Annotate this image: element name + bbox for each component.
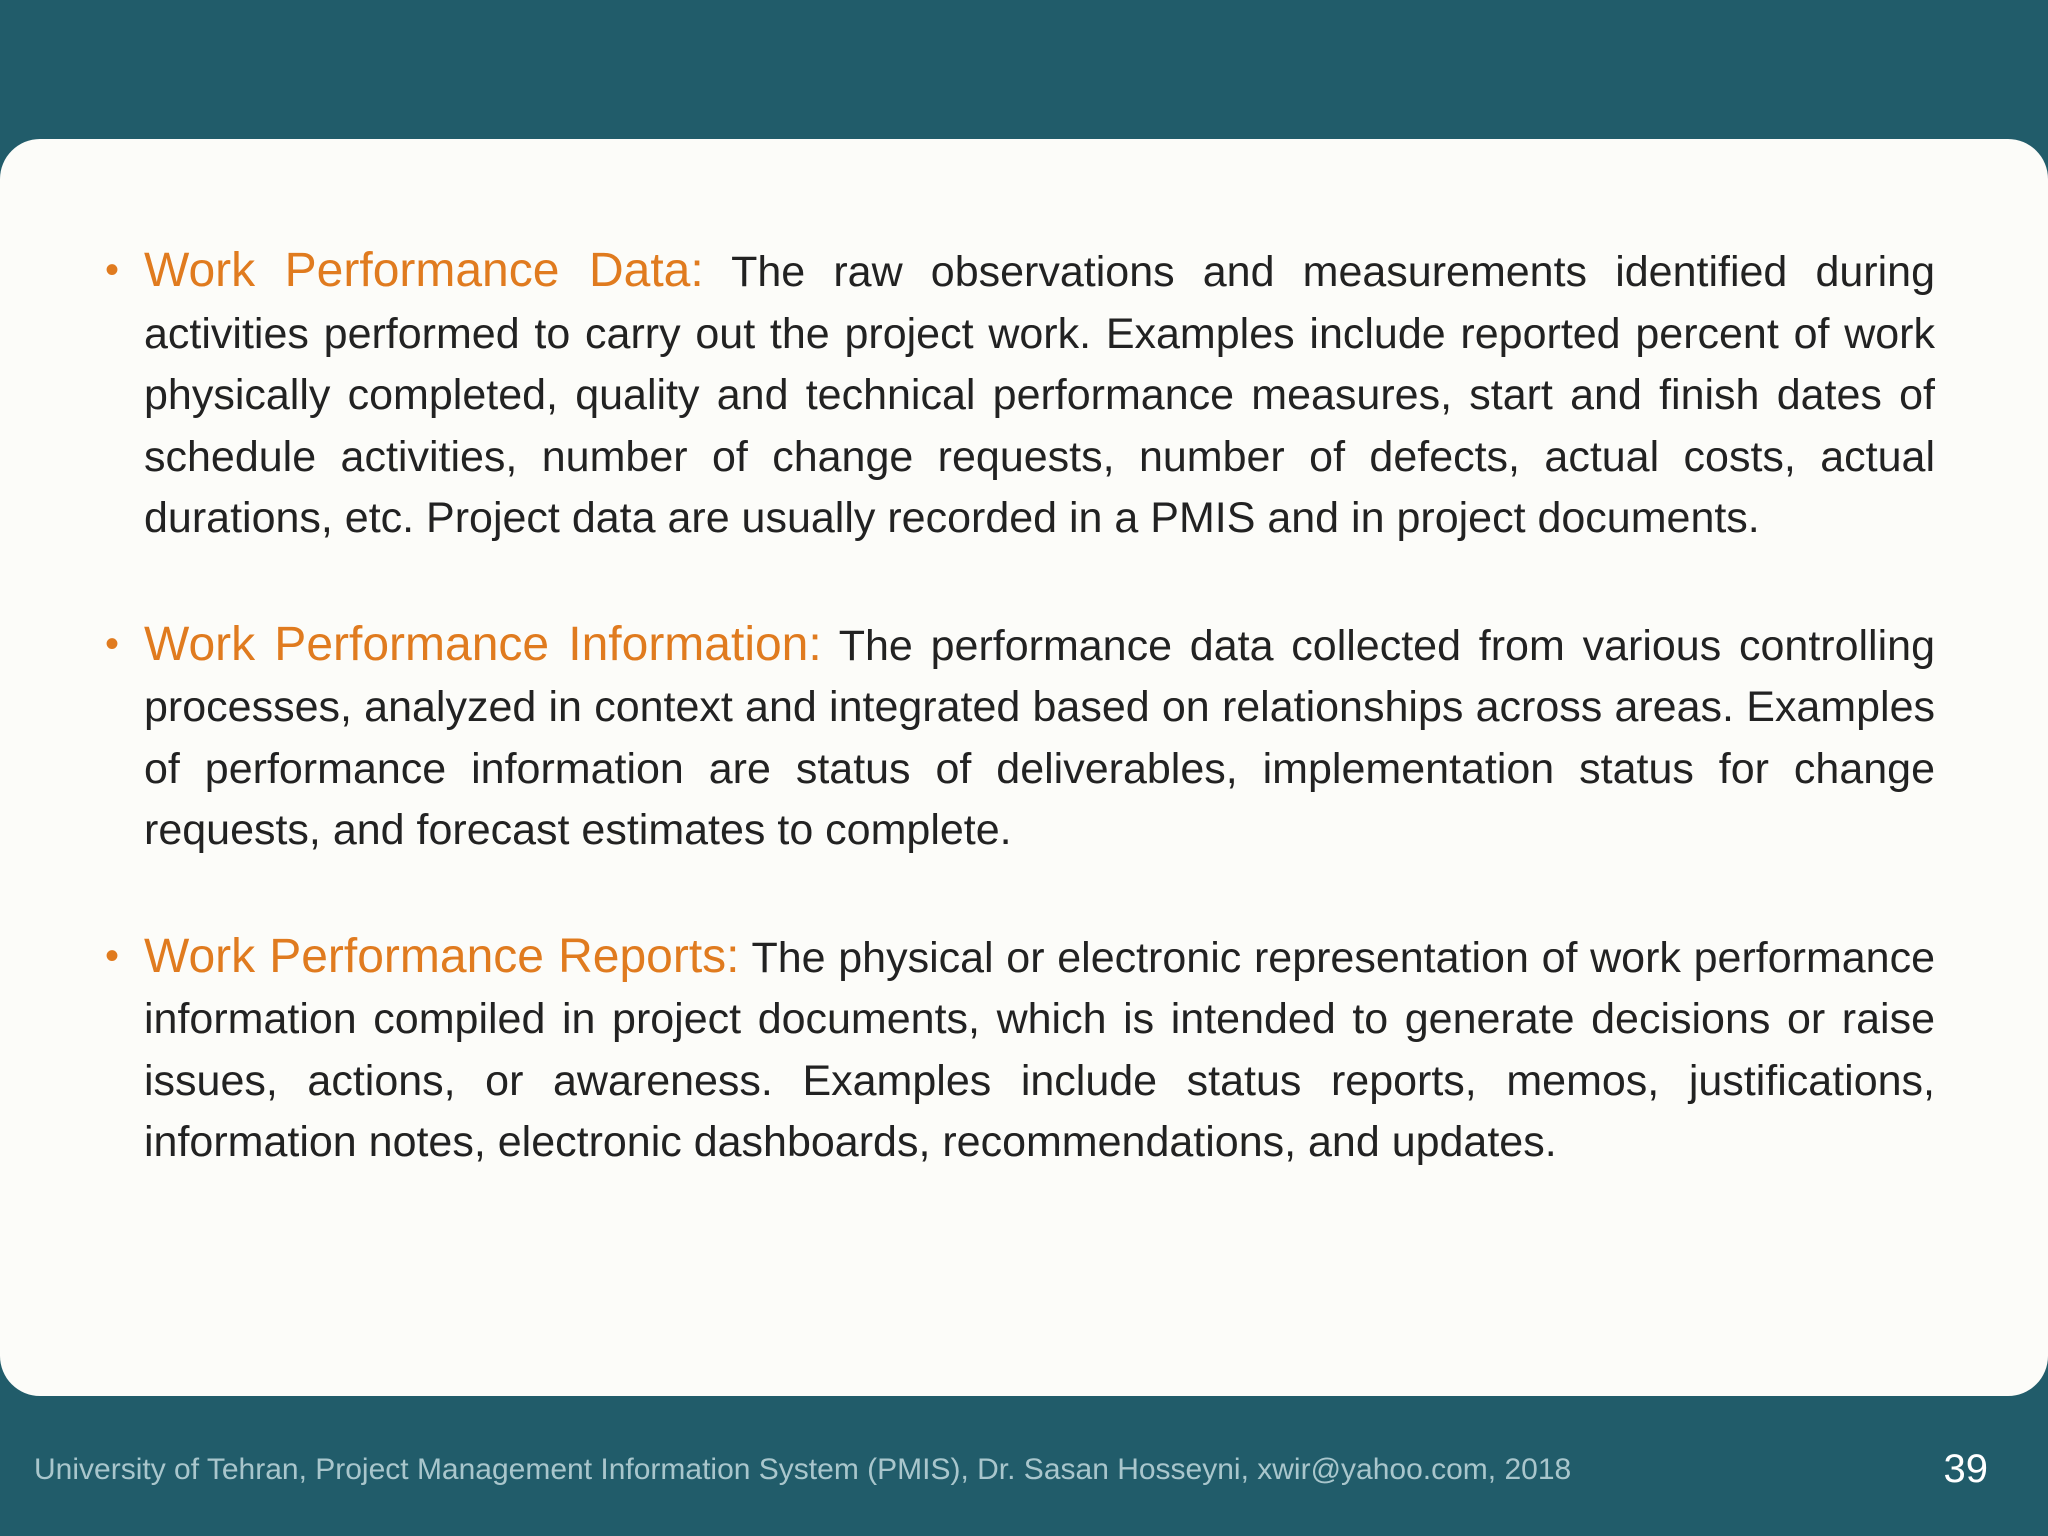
bullet-work-performance-reports xyxy=(105,926,1935,1174)
term-work-performance-data: Work Performance Data: xyxy=(144,244,704,297)
bullet-work-performance-information xyxy=(105,614,1935,862)
bullet-list xyxy=(105,240,1935,1174)
page-number: 39 xyxy=(1943,1447,1988,1491)
term-work-performance-reports: Work Performance Reports: xyxy=(144,929,740,983)
term-work-performance-information: Work Performance Information: xyxy=(144,617,822,671)
description-work-performance-information: The performance data collected from various controlling processes, analyzed in context and integrated based on relationships across areas. Examples of performance information are status of deliverables, implementation status for change requests, and forecast estimates to complete. xyxy=(144,621,1935,854)
description-work-performance-reports: The physical or electronic representation of work performance information compiled in project documents, which is intended to generate decisions or raise issues, actions, or awareness. Examples include status reports, memos, justifications, information notes, electronic dashboards, recommendations, and updates. xyxy=(144,933,1936,1166)
bullet-dot-icon: • xyxy=(105,248,120,292)
bullet-dot-icon: • xyxy=(105,621,120,666)
bullet-work-performance-data xyxy=(105,240,1935,550)
bullet-dot-icon: • xyxy=(105,933,120,978)
footer-text: University of Tehran, Project Management Information System (PMIS), Dr. Sasan Hosseyni, xwir@yahoo.com, 2018 xyxy=(34,1453,1572,1486)
description-work-performance-data: The raw observations and measurements identified during activities performed to carry out the project work. Examples include reported percent of work physically completed, quality and technical performance measures, start and finish dates of schedule activities, number of change requests, number of defects, actual costs, actual durations, etc. Project data are usually recorded in a PMIS and in project documents. xyxy=(144,248,1936,542)
